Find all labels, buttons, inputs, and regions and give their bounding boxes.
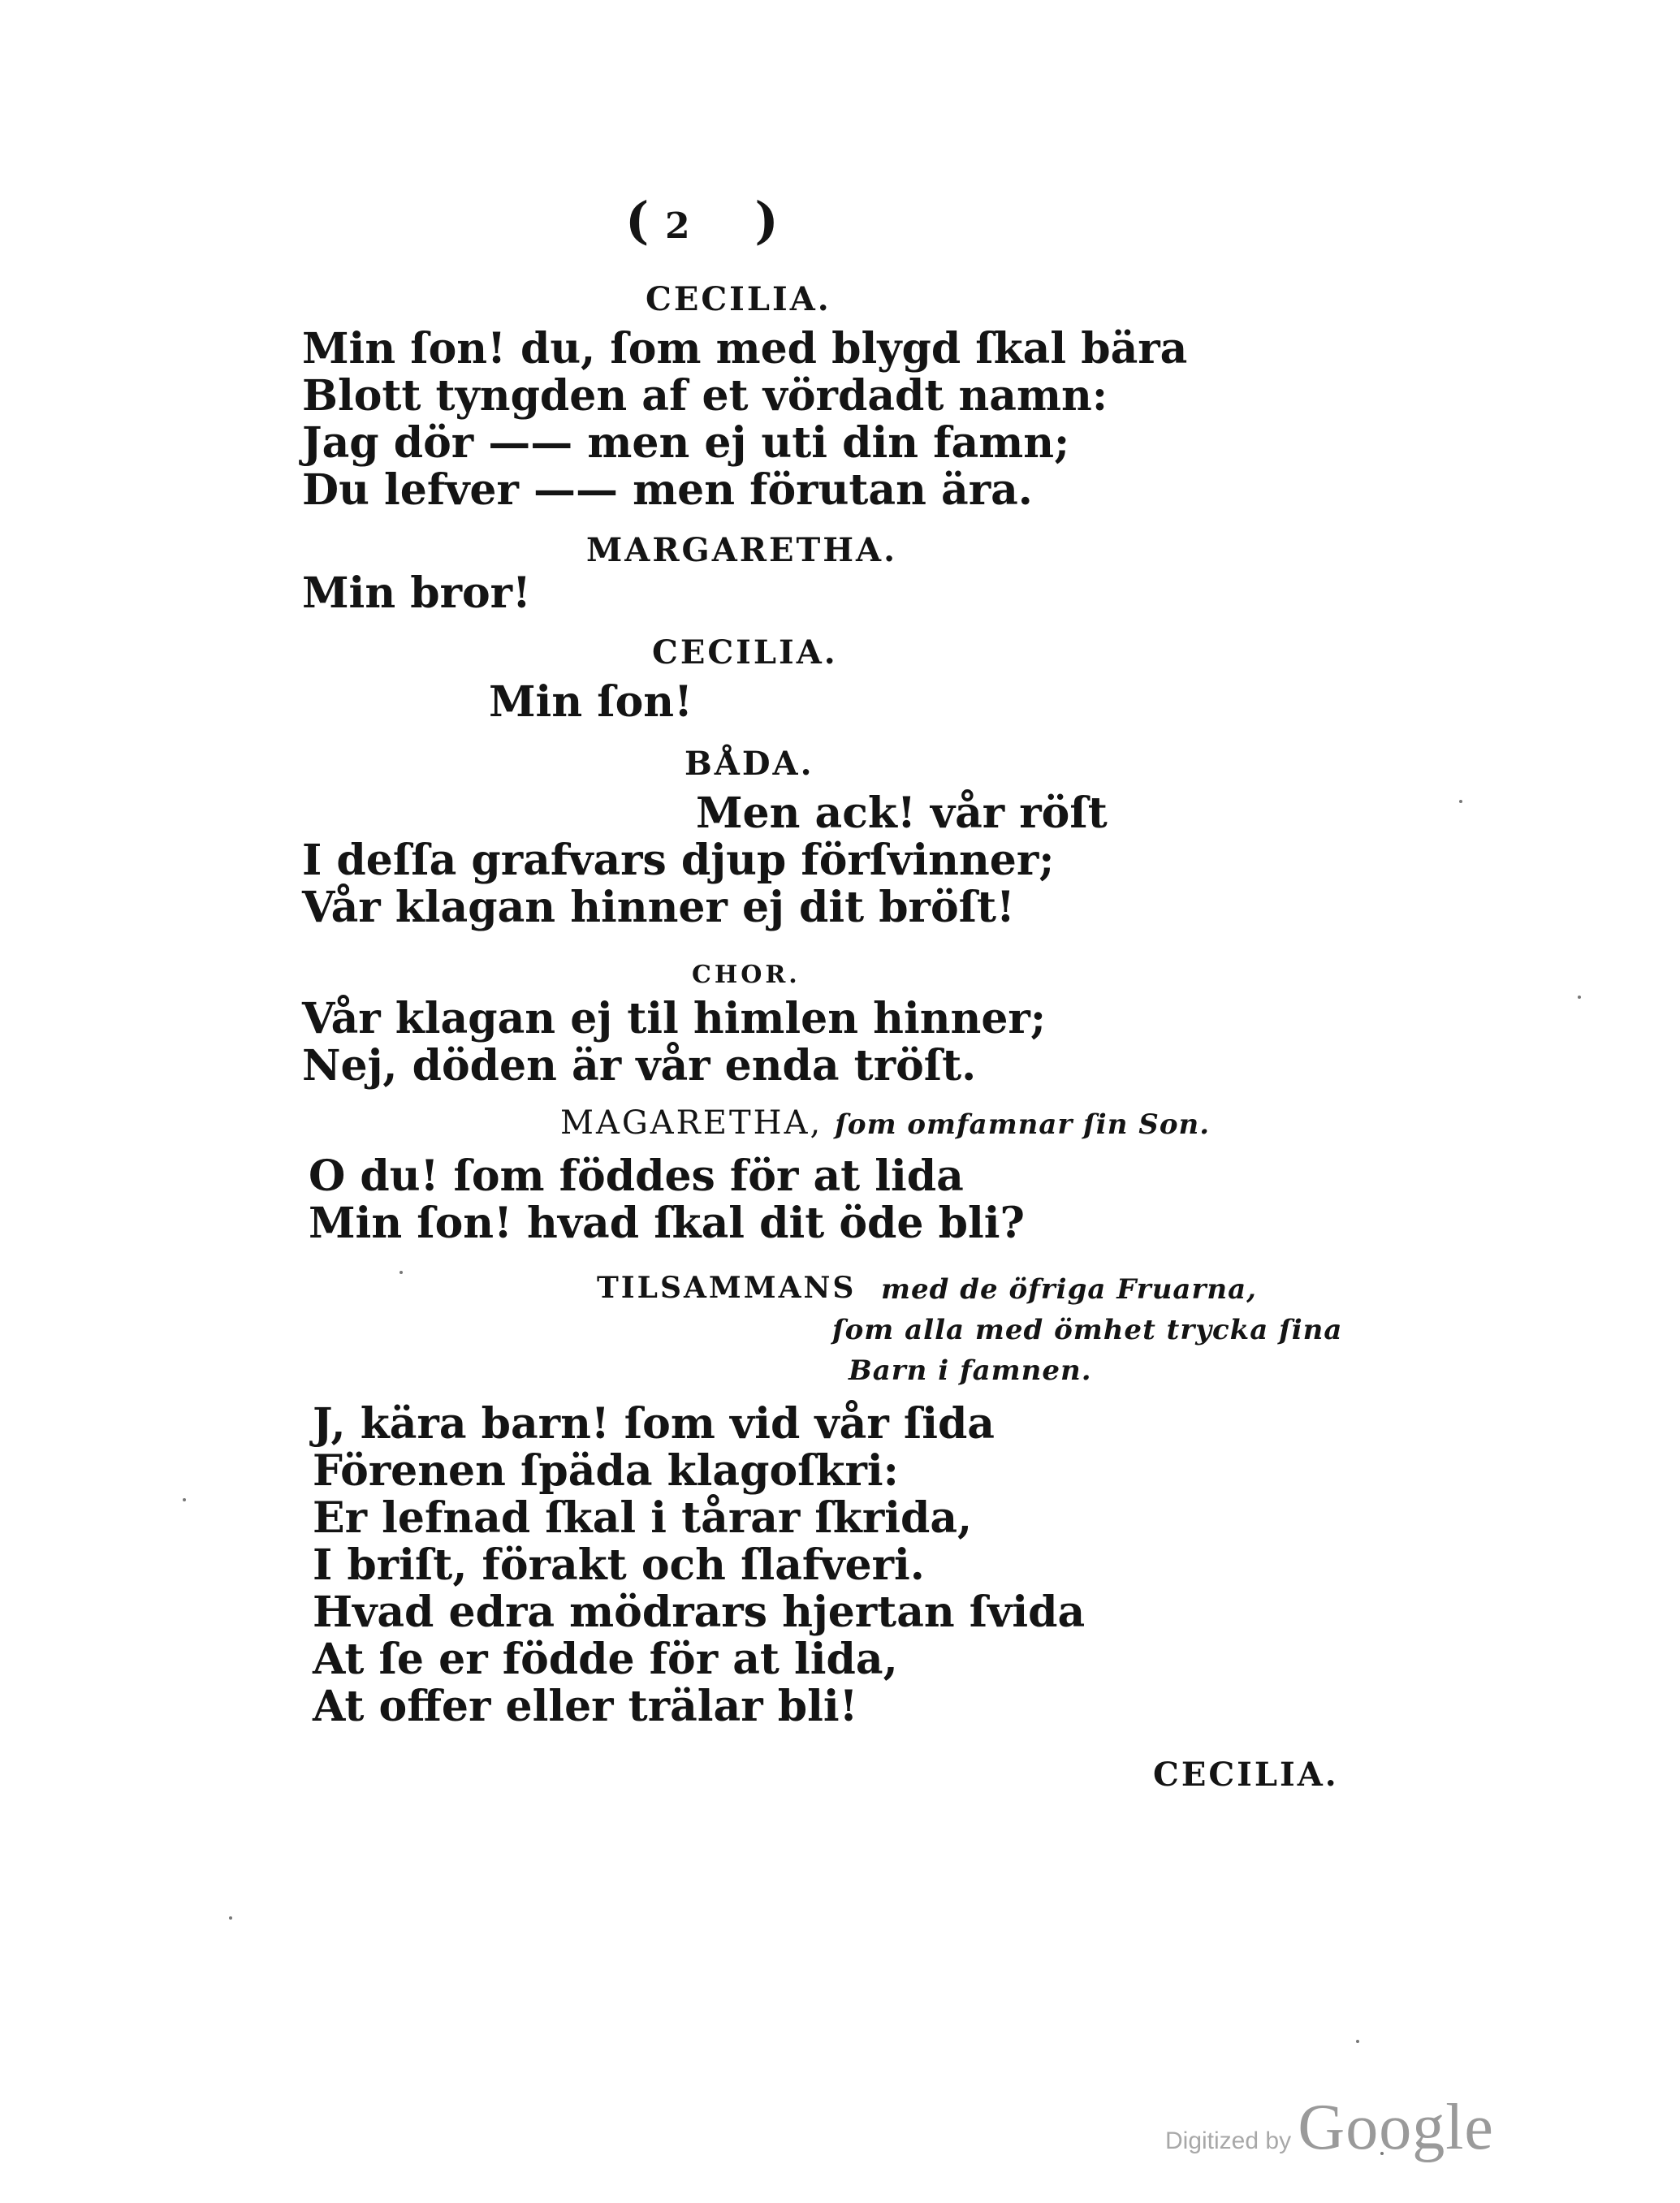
verse-line: Vår klagan ej til himlen hinner; (302, 994, 1047, 1043)
verse-line: Nej, döden är vår enda tröſt. (302, 1041, 977, 1091)
digitized-by-watermark (1165, 2091, 1494, 2165)
ink-speck (183, 1498, 186, 1501)
page-number-close-paren: ) (754, 191, 779, 250)
speaker-margaretha: MARGARETHA. (586, 531, 897, 569)
verse-line: At ſe er födde för at lida, (313, 1635, 898, 1684)
speaker-chor: CHOR. (692, 961, 801, 989)
verse-line: Förenen ſpäda klagoſkri: (313, 1446, 899, 1496)
verse-chor (302, 996, 1046, 1090)
verse-cecilia-1 (302, 326, 1187, 514)
page-number (625, 191, 779, 250)
verse-line: Blott tyngden af et vördadt namn: (302, 371, 1108, 421)
ink-speck (1459, 800, 1462, 803)
verse-margaretha (302, 570, 531, 617)
page-number-value: 2 (665, 205, 690, 247)
speaker-cecilia-2: CECILIA. (652, 633, 838, 672)
watermark-prefix: Digitized by (1165, 2127, 1292, 2154)
stage-direction-line: med de öfriga Fruarna, (881, 1273, 1257, 1306)
verse-line: Min ſon! hvad ſkal dit öde bli? (309, 1199, 1025, 1248)
speaker-bada: BÅDA. (685, 745, 814, 783)
verse-line: O du! ſom föddes för at lida (309, 1151, 964, 1201)
verse-line: Du lefver —— men förutan ära. (302, 465, 1033, 515)
ink-speck (1356, 2040, 1359, 2043)
verse-line: Er lefnad ſkal i tårar ſkrida, (313, 1493, 973, 1543)
google-logo: Google (1298, 2092, 1494, 2163)
stage-direction-line: Barn i famnen. (849, 1354, 1092, 1387)
stage-direction-tilsammans (832, 1269, 1343, 1391)
verse-tilsammans (313, 1401, 1085, 1730)
verse-bada-first (696, 790, 1108, 837)
speaker-magaretha: MAGARETHA, (560, 1104, 823, 1142)
page-number-open-paren: ( (625, 191, 650, 250)
verse-line: I deſſa grafvars djup förſvinner; (302, 836, 1055, 885)
speaker-cecilia: CECILIA. (646, 280, 831, 318)
verse-line: Min ſon! du, ſom med blygd ſkal bära (302, 324, 1188, 374)
ink-speck (1578, 996, 1581, 999)
ink-speck (399, 1271, 403, 1274)
verse-line: I briſt, förakt och ſlafveri. (313, 1540, 925, 1590)
ink-speck (229, 1916, 232, 1920)
verse-line: At offer eller trälar bli! (313, 1682, 858, 1731)
verse-line: Min ſon! (489, 677, 693, 727)
speaker-tilsammans: TILSAMMANS (597, 1271, 857, 1305)
verse-magaretha (309, 1153, 1025, 1247)
stage-direction: ſom omfamnar ſin Son. (835, 1108, 1211, 1141)
verse-line: Jag dör —— men ej uti din famn; (302, 418, 1070, 468)
verse-line: Hvad edra mödrars hjertan ſvida (313, 1587, 1086, 1637)
verse-bada (302, 837, 1054, 931)
verse-line: Min bror! (302, 568, 531, 618)
stage-direction-line: ſom alla med ömhet trycka ſina (832, 1314, 1343, 1346)
verse-line: J, kära barn! ſom vid vår ſida (313, 1399, 995, 1449)
catchword-cecilia: CECILIA. (1153, 1756, 1339, 1794)
speaker-magaretha-heading (560, 1104, 1210, 1142)
verse-line: Vår klagan hinner ej dit bröſt! (302, 883, 1015, 932)
verse-line: Men ack! vår röſt (696, 788, 1108, 838)
verse-cecilia-2 (489, 679, 693, 726)
